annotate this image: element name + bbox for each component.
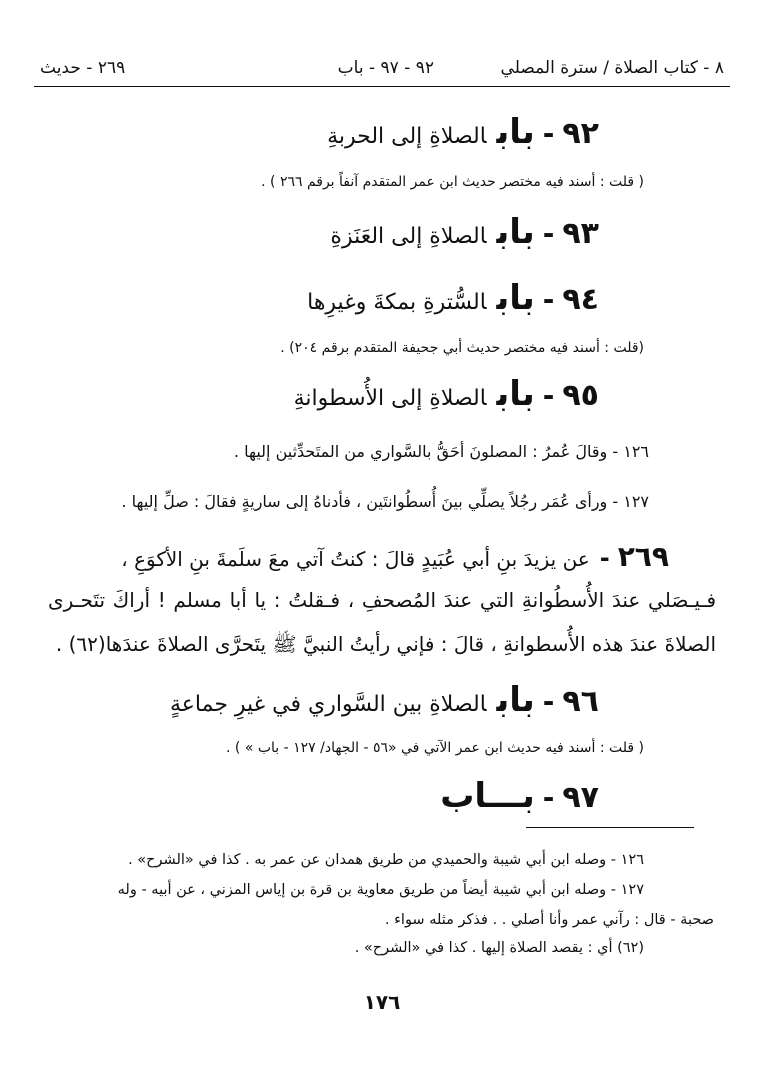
chapter-note-94: (قلت : أسند فيه مختصر حديث أبي جحيفة المتقدم برقم ٢٠٤) . [280, 340, 644, 356]
chapter-title: الصلاةِ بين السَّواري في غيرِ جماعةٍ [169, 692, 487, 717]
chapter-note-96: ( قلت : أسند فيه حديث ابن عمر الآتي في «٥٦ - الجهاد/ ١٢٧ - باب » ) . [226, 740, 644, 756]
chapter-heading-94 [307, 278, 599, 318]
chapter-number: ٩٢ [562, 116, 599, 151]
hadith-number: ٢٦٩ [617, 540, 669, 573]
chapter-heading-97 [430, 776, 599, 816]
chapter-bab-word: باب [496, 374, 535, 414]
athar-127: ١٢٧ - ورأى عُمَر رجُلاً يصلِّي بينَ أُسطُوانتَين ، فأدناهُ إلى ساريةٍ فقالَ : صلِّ إليها . [121, 492, 649, 511]
chapter-dash: - [542, 283, 555, 316]
chapter-dash: - [542, 217, 555, 250]
header-divider [34, 86, 730, 87]
footnote-127-line-1: ١٢٧ - وصله ابن أبي شيبة أيضاً من طريق معاوية بن قرة بن إياس المزني ، عن أبيه - وله [117, 882, 644, 898]
chapter-number: ٩٧ [562, 780, 599, 815]
chapter-heading-93 [330, 212, 599, 252]
hadith-269-line-3: الصلاةَ عندَ هذه الأُسطوانةِ ، قالَ : فإني رأيتُ النبيَّ ﷺ يتَحرَّى الصلاةَ عندَها(٦٢) . [55, 632, 716, 656]
chapter-dash: - [542, 685, 555, 718]
chapter-bab-word: بـــاب [440, 776, 535, 816]
chapter-title: الصلاةِ إلى العَنَزةِ [330, 224, 487, 249]
chapter-bab-word: باب [496, 212, 535, 252]
chapter-number: ٩٥ [562, 378, 599, 413]
hadith-dash: - [599, 544, 610, 572]
athar-126: ١٢٦ - وقالَ عُمرُ : المصلونَ أحَقُّ بالسَّواري من المتَحدِّثين إليها . [233, 442, 649, 461]
chapter-heading-96 [170, 680, 599, 720]
chapter-dash: - [542, 117, 555, 150]
chapter-number: ٩٦ [562, 684, 599, 719]
chapter-heading-92 [327, 112, 599, 152]
chapter-bab-word: باب [496, 112, 535, 152]
chapter-bab-word: باب [496, 680, 535, 720]
header-hadith-number: ٢٦٩ - حديث [40, 58, 126, 78]
header-chapter-range: ٩٢ - ٩٧ - باب [337, 58, 434, 78]
hadith-269-line-2: فـيـصَلي عندَ الأُسطُوانةِ التي عندَ المُصحفِ ، فـقلتُ : يا أبا مسلم ! أراكَ تتَحـرى [48, 588, 716, 612]
hadith-text: عن يزيدَ بنِ أبي عُبَيدٍ قالَ : كنتُ آتي معَ سلَمةَ بنِ الأكوَعِ ، [121, 547, 590, 571]
footnote-126: ١٢٦ - وصله ابن أبي شيبة والحميدي من طريق همدان عن عمر به . كذا في «الشرح» . [128, 852, 644, 868]
chapter-title: السُّترةِ بمكةَ وغيرِها [307, 290, 487, 315]
chapter-number: ٩٤ [562, 282, 599, 317]
chapter-title: الصلاةِ إلى الحربةِ [327, 124, 487, 149]
chapter-bab-word: باب [496, 278, 535, 318]
chapter-heading-95 [294, 374, 599, 414]
chapter-note-92: ( قلت : أسند فيه مختصر حديث ابن عمر المتقدم آنفاً برقم ٢٦٦ ) . [261, 174, 644, 190]
header-book-title: ٨ - كتاب الصلاة / سترة المصلي [500, 58, 724, 78]
chapter-dash: - [542, 379, 555, 412]
footnote-62: (٦٢) أي : يقصد الصلاة إليها . كذا في «الشرح» . [354, 940, 644, 956]
footnote-127-line-2: صحبة - قال : رآني عمر وأنا أصلي . . فذكر مثله سواء . [384, 912, 714, 928]
page-number: ١٧٦ [363, 990, 401, 1014]
chapter-dash: - [542, 781, 555, 814]
hadith-269-line-1 [121, 540, 669, 573]
running-header [30, 54, 734, 84]
chapter-number: ٩٣ [562, 216, 599, 251]
footnote-divider [526, 827, 694, 828]
chapter-title: الصلاةِ إلى الأُسطوانةِ [293, 386, 487, 411]
